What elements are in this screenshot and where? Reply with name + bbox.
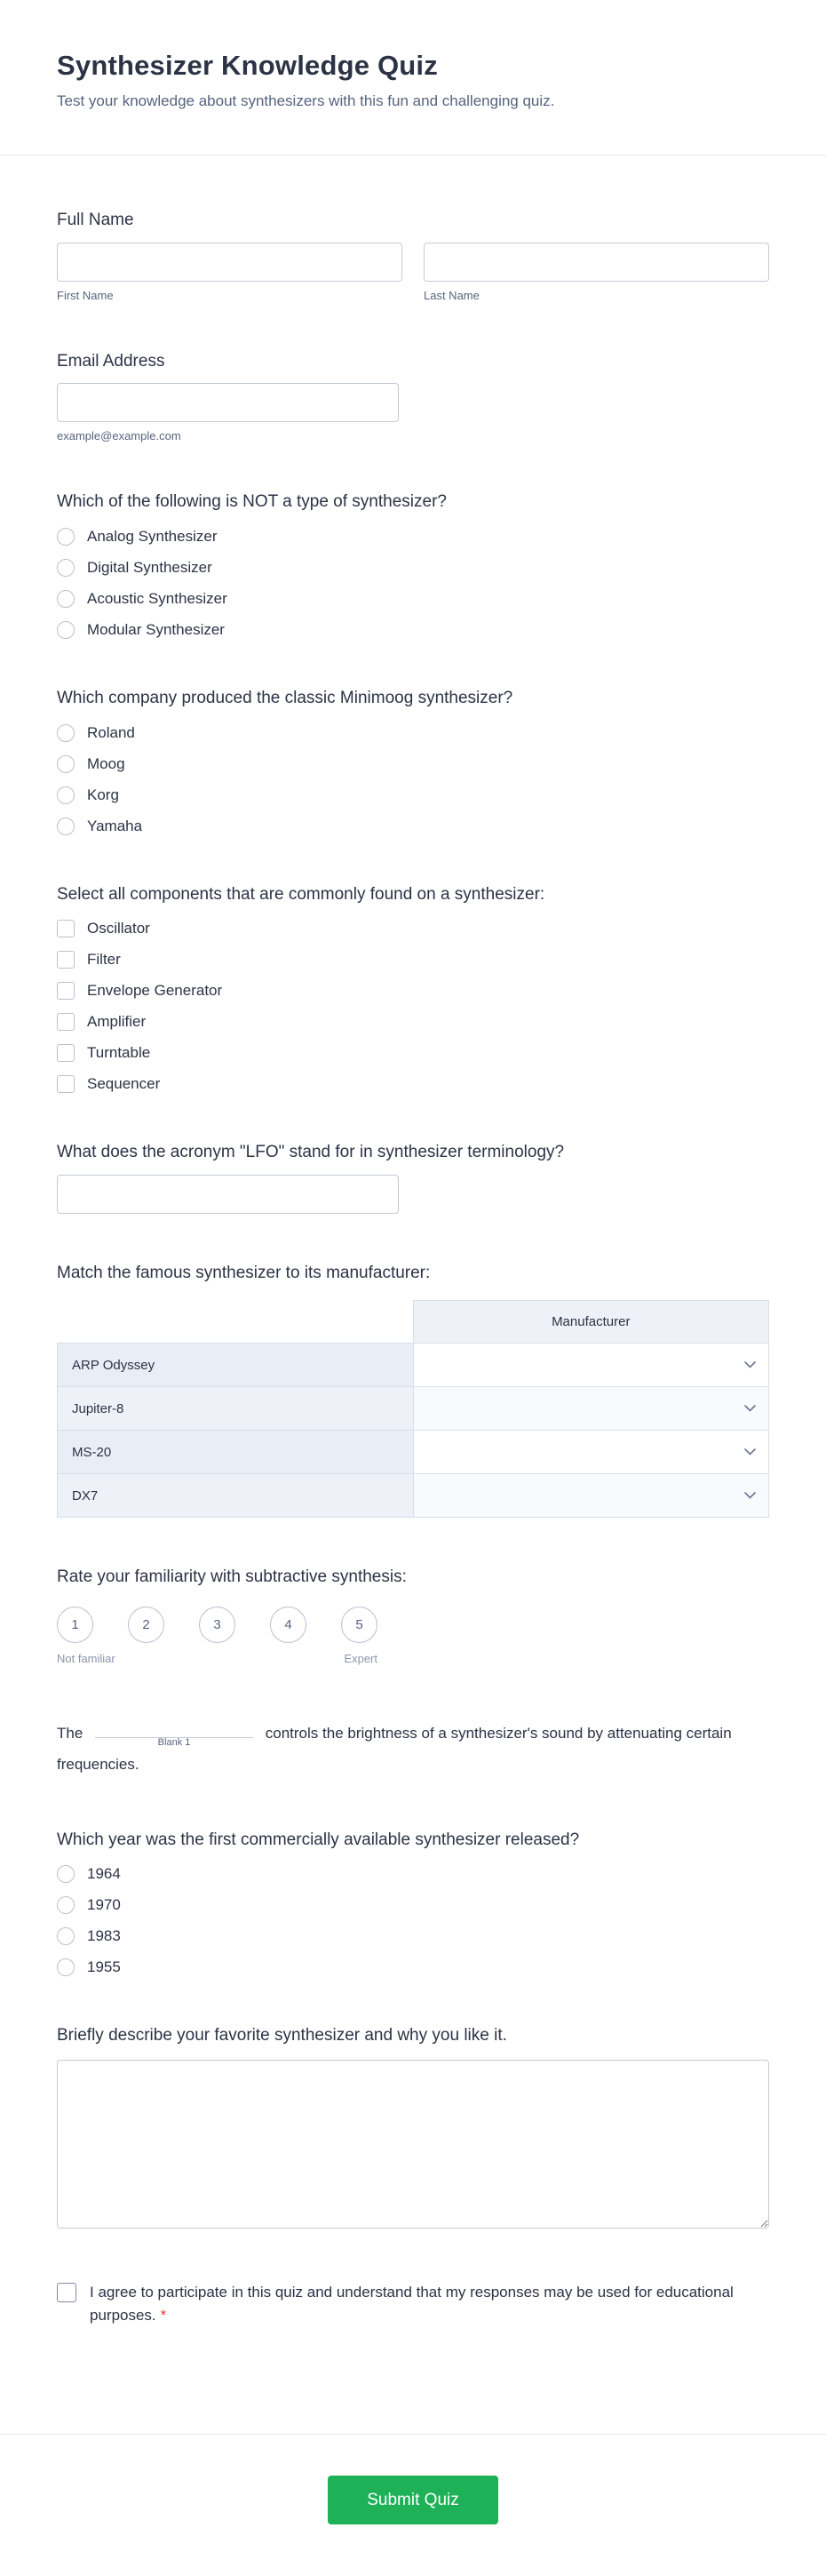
manufacturer-select[interactable]: [414, 1474, 769, 1517]
chevron-down-icon: [744, 1448, 756, 1455]
radio-button[interactable]: [57, 621, 75, 639]
required-asterisk: *: [160, 2306, 167, 2324]
option-label: Korg: [87, 786, 119, 803]
radio-option[interactable]: [57, 786, 769, 804]
manufacturer-select[interactable]: [414, 1431, 769, 1473]
option-label: Modular Synthesizer: [87, 620, 225, 638]
radio-button[interactable]: [57, 1896, 75, 1914]
matrix-row: [58, 1387, 769, 1431]
radio-button[interactable]: [57, 1927, 75, 1945]
question-label: What does the acronym "LFO" stand for in synthesizer terminology?: [57, 1143, 565, 1162]
checkbox[interactable]: [57, 1075, 75, 1093]
scale-labels: [57, 1652, 377, 1665]
radio-option[interactable]: [57, 621, 769, 639]
matrix-table: [57, 1300, 769, 1518]
matrix-row-label: MS-20: [58, 1431, 414, 1474]
question-not-a-type: [57, 490, 769, 639]
first-name-sublabel: First Name: [57, 288, 114, 302]
radio-group: [57, 724, 769, 835]
email-field: [57, 350, 769, 443]
scale-option-2[interactable]: 2: [128, 1607, 164, 1643]
chevron-down-icon: [744, 1492, 756, 1499]
radio-option[interactable]: [57, 1896, 769, 1914]
radio-option[interactable]: [57, 590, 769, 608]
question-label: Rate your familiarity with subtractive synthesis:: [57, 1567, 407, 1587]
email-sublabel: example@example.com: [57, 429, 181, 443]
scale-max-label: Expert: [344, 1652, 377, 1666]
matrix-row-label: ARP Odyssey: [58, 1344, 414, 1387]
matrix-row-label: DX7: [58, 1474, 414, 1518]
question-favorite-synth: [57, 2024, 769, 2233]
chevron-down-icon: [744, 1361, 756, 1368]
form-footer: [0, 2389, 826, 2576]
form-header: [0, 0, 826, 156]
checkbox-option[interactable]: [57, 1075, 769, 1093]
fill-blank-text-before: The: [57, 1725, 83, 1743]
blank-input[interactable]: [95, 1719, 253, 1749]
checkbox[interactable]: [57, 920, 75, 937]
checkbox[interactable]: [57, 982, 75, 1000]
radio-option[interactable]: [57, 559, 769, 577]
option-label: Digital Synthesizer: [87, 558, 212, 576]
favorite-synth-textarea[interactable]: [57, 2060, 769, 2229]
scale-option-3[interactable]: 3: [199, 1607, 235, 1643]
matrix-row: [58, 1344, 769, 1387]
option-label: Oscillator: [87, 920, 150, 937]
option-label: Moog: [87, 754, 125, 772]
checkbox[interactable]: [57, 1044, 75, 1062]
scale-min-label: Not familiar: [57, 1652, 115, 1666]
checkbox[interactable]: [57, 1013, 75, 1031]
scale-group: [57, 1607, 769, 1643]
checkbox-option[interactable]: [57, 920, 769, 937]
question-label: Which year was the first commercially available synthesizer released?: [57, 1830, 580, 1849]
question-label: Which company produced the classic Minimoog synthesizer?: [57, 688, 513, 707]
scale-option-4[interactable]: 4: [270, 1607, 306, 1643]
radio-button[interactable]: [57, 1958, 75, 1976]
radio-option[interactable]: [57, 1865, 769, 1883]
scale-option-5[interactable]: 5: [341, 1607, 377, 1643]
lfo-answer-input[interactable]: [57, 1175, 399, 1214]
question-components: [57, 883, 769, 1094]
consent-checkbox[interactable]: [57, 2283, 76, 2302]
last-name-sublabel: Last Name: [424, 288, 480, 302]
option-label: 1955: [87, 1958, 121, 1976]
matrix-row: [58, 1474, 769, 1518]
blank-sublabel: Blank 1: [157, 1737, 191, 1749]
option-label: 1964: [87, 1865, 121, 1883]
radio-option[interactable]: [57, 1927, 769, 1945]
matrix-row: [58, 1431, 769, 1474]
scale-option-1[interactable]: 1: [57, 1607, 93, 1643]
option-label: Roland: [87, 723, 135, 741]
matrix-corner-cell: [58, 1301, 414, 1344]
option-label: 1983: [87, 1927, 121, 1945]
radio-button[interactable]: [57, 817, 75, 835]
fill-blank-text-after: controls the brightness of a synthesizer's sound by attenuating certain frequencies.: [57, 1725, 732, 1773]
question-familiarity-scale: [57, 1566, 769, 1665]
checkbox-option[interactable]: [57, 951, 769, 969]
manufacturer-select[interactable]: [414, 1344, 769, 1386]
radio-option[interactable]: [57, 1958, 769, 1976]
option-label: Turntable: [87, 1044, 151, 1062]
option-label: Sequencer: [87, 1075, 161, 1093]
radio-button[interactable]: [57, 786, 75, 804]
form-body: [0, 156, 826, 2326]
checkbox-option[interactable]: [57, 1013, 769, 1031]
manufacturer-select[interactable]: [414, 1387, 769, 1430]
question-match-manufacturer: [57, 1262, 769, 1519]
option-label: Analog Synthesizer: [87, 527, 218, 545]
consent-field[interactable]: [57, 2281, 767, 2326]
form-subtitle: Test your knowledge about synthesizers with this fun and challenging quiz.: [57, 92, 555, 109]
radio-button[interactable]: [57, 590, 75, 608]
first-name-input[interactable]: [57, 243, 402, 282]
radio-group: [57, 1865, 769, 1976]
question-minimoog-company: [57, 687, 769, 835]
radio-option[interactable]: [57, 817, 769, 835]
matrix-column-header: Manufacturer: [413, 1301, 769, 1344]
full-name-label: Full Name: [57, 211, 134, 229]
email-input[interactable]: [57, 383, 399, 422]
checkbox-option[interactable]: [57, 1044, 769, 1062]
checkbox-group: [57, 920, 769, 1093]
question-label: Briefly describe your favorite synthesizer and why you like it.: [57, 2026, 507, 2046]
last-name-input[interactable]: [424, 243, 769, 282]
form-title: Synthesizer Knowledge Quiz: [57, 50, 438, 81]
radio-option[interactable]: [57, 755, 769, 773]
radio-button[interactable]: [57, 1865, 75, 1883]
checkbox-option[interactable]: [57, 982, 769, 1000]
submit-button[interactable]: Submit Quiz: [328, 2476, 497, 2524]
radio-group: [57, 528, 769, 639]
option-label: Amplifier: [87, 1013, 147, 1031]
option-label: Yamaha: [87, 817, 143, 834]
consent-label: I agree to participate in this quiz and understand that my responses may be used for educational purposes. *: [90, 2284, 734, 2324]
radio-option[interactable]: [57, 724, 769, 742]
checkbox[interactable]: [57, 951, 75, 969]
radio-button[interactable]: [57, 559, 75, 577]
radio-button[interactable]: [57, 724, 75, 742]
radio-button[interactable]: [57, 528, 75, 546]
option-label: Envelope Generator: [87, 982, 223, 1000]
question-first-synth-year: [57, 1829, 769, 1977]
question-lfo: [57, 1141, 769, 1214]
question-label: Select all components that are commonly found on a synthesizer:: [57, 884, 545, 904]
fill-blank-sentence: [57, 1719, 769, 1781]
option-label: Filter: [87, 951, 121, 969]
matrix-row-label: Jupiter-8: [58, 1387, 414, 1431]
option-label: Acoustic Synthesizer: [87, 589, 227, 607]
option-label: 1970: [87, 1896, 121, 1914]
chevron-down-icon: [744, 1405, 756, 1412]
question-label: Which of the following is NOT a type of synthesizer?: [57, 492, 447, 512]
radio-option[interactable]: [57, 528, 769, 546]
question-label: Match the famous synthesizer to its manufacturer:: [57, 1263, 431, 1282]
full-name-field: [57, 209, 769, 302]
radio-button[interactable]: [57, 755, 75, 773]
email-label: Email Address: [57, 351, 165, 371]
